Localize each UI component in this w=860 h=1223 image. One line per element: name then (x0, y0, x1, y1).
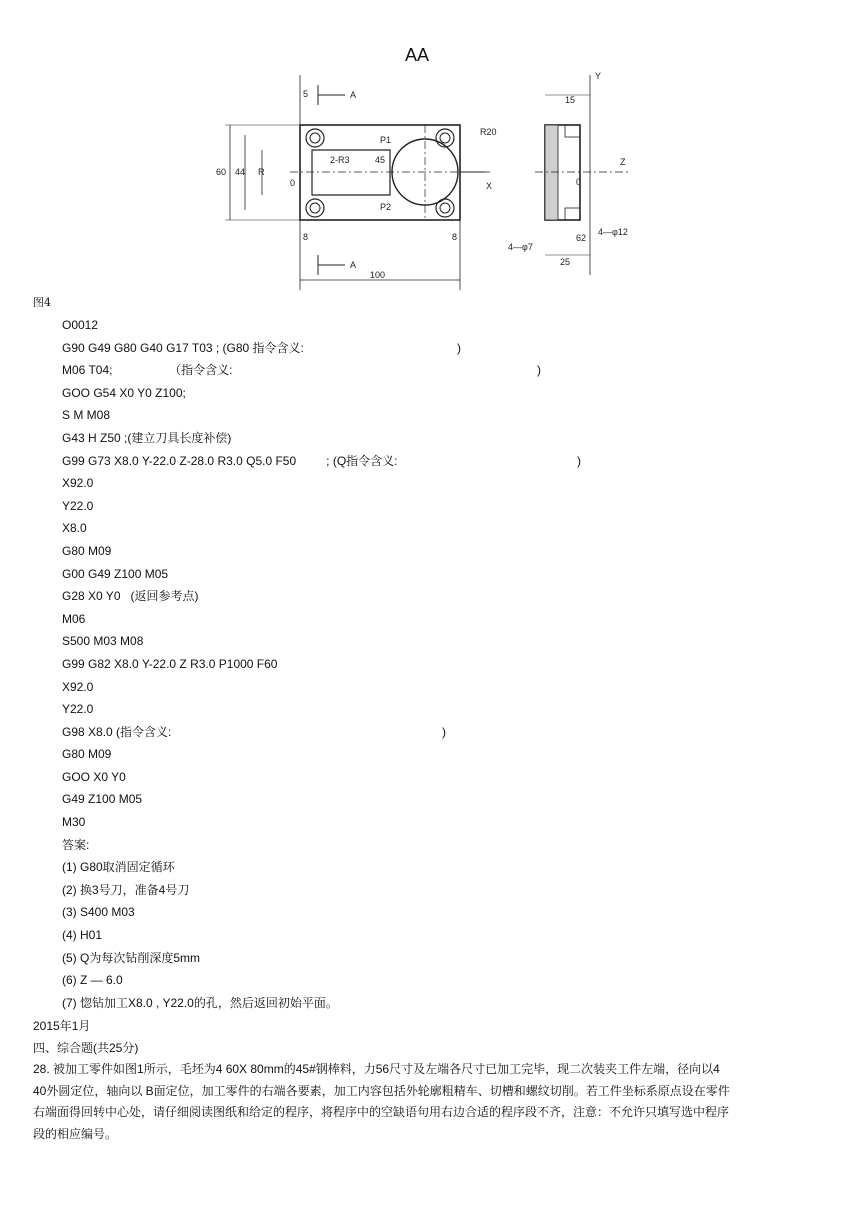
program-line-text: M06 T04; （指令含义: (62, 363, 233, 378)
phi7-label: 4—φ7 (508, 242, 533, 252)
program-line-text: (2) 换3号刀，准备4号刀 (62, 882, 190, 897)
program-line (62, 924, 822, 947)
program-line (62, 563, 822, 586)
r20-label: R20 (480, 127, 497, 137)
program-line-text: G90 G49 G80 G40 G17 T03 ; (G80 指令含义: (62, 340, 304, 355)
dim-60-label: 60 (216, 167, 227, 177)
program-line (62, 788, 822, 811)
program-line-text: Y22.0 (62, 498, 94, 513)
program-line (62, 495, 822, 518)
section-a-top-label: A (350, 90, 357, 100)
program-line (62, 992, 822, 1015)
program-line-text: G80 M09 (62, 747, 112, 762)
program-line (62, 969, 822, 992)
program-line-text: G98 X8.0 (指令含义: (62, 724, 172, 739)
program-line-text: (3) S400 M03 (62, 905, 135, 920)
program-line-text: (6) Z — 6.0 (62, 973, 123, 988)
program-line (62, 337, 822, 360)
program-line-text: 答案: (62, 837, 90, 852)
program-line-text: (1) G80取消固定循环 (62, 860, 175, 875)
program-line-text: X92.0 (62, 476, 94, 491)
program-line (62, 585, 822, 608)
program-line-text: O0012 (62, 318, 99, 332)
program-line (62, 359, 822, 382)
dim-100-label: 100 (370, 270, 386, 280)
program-line (62, 540, 822, 563)
figure-caption: 图4 (33, 296, 51, 309)
x-axis-label: X (486, 181, 493, 191)
program-line (62, 766, 822, 789)
program-listing (62, 314, 822, 1014)
footer-section (33, 1016, 733, 1145)
program-line-text: G43 H Z50 ;(建立刀具长度补偿) (62, 430, 232, 445)
program-line-close-paren: ) (442, 724, 446, 739)
dim-25-label: 25 (560, 257, 571, 267)
program-line-text: (7) 惚钻加工X8.0 , Y22.0的孔，然后返回初始平面。 (62, 995, 338, 1010)
program-line (62, 517, 822, 540)
program-line-close-paren: ) (577, 453, 581, 468)
program-line (62, 698, 822, 721)
section-heading: 四、综合题(共25分) (33, 1040, 139, 1055)
program-line-text: M06 (62, 611, 86, 626)
question-28: 28. 被加工零件如图1所示，毛坯为4 60X 80mm的45#钢棒料，力56尺寸及左端各尺寸已加工完毕，现二次装夹工件左端，径向以4 40外圆定位，轴向以 B面定位，加工零件的右端各要素，加工内容包括外轮廓粗精车、切槽和螺纹切削。若工件坐标系原点设在零件右端面得回转中心处，请仔细阅读图纸和给定的程序，将程序中的空缺语句用右边合适的程序段不齐，注意：不允许只填写选中程序段的相应编号。 (33, 1062, 730, 1141)
program-line-close-paren: ) (457, 340, 461, 355)
program-line (62, 856, 822, 879)
program-line-text: G49 Z100 M05 (62, 792, 143, 807)
program-line-text: GOO X0 Y0 (62, 769, 126, 784)
program-line (62, 608, 822, 631)
y-axis-label: Y (595, 71, 602, 81)
program-line-text: G99 G73 X8.0 Y-22.0 Z-28.0 R3.0 Q5.0 F50 ; (Q指令含义: (62, 453, 398, 468)
program-line (62, 879, 822, 902)
dim-r-label: R (258, 167, 265, 177)
origin-front-label: 0 (290, 178, 296, 188)
program-line (62, 450, 822, 473)
program-line (62, 472, 822, 495)
angle-45-label: 45 (375, 155, 386, 165)
program-line-close-paren: ) (537, 363, 541, 378)
program-line (62, 947, 822, 970)
program-line-text: G80 M09 (62, 543, 112, 558)
dim-62-label: 62 (576, 233, 587, 243)
two-r3-label: 2-R3 (330, 155, 350, 165)
engineering-drawing (200, 65, 660, 300)
program-line-text: Y22.0 (62, 702, 94, 717)
figure-title: AA (405, 45, 430, 65)
program-line (62, 743, 822, 766)
dim-8-left-label: 8 (303, 232, 309, 242)
dim-5-label: 5 (303, 89, 309, 99)
section-a-bottom-label: A (350, 260, 357, 270)
program-line-text: (5) Q为每次钻削深度5mm (62, 950, 201, 965)
program-line-text: G99 G82 X8.0 Y-22.0 Z R3.0 P1000 F60 (62, 656, 278, 671)
program-line (62, 314, 822, 337)
p2-label: P2 (380, 202, 392, 212)
program-line-text: (4) H01 (62, 928, 103, 943)
program-line (62, 811, 822, 834)
program-line-text: X8.0 (62, 521, 87, 536)
dim-15-label: 15 (565, 95, 576, 105)
program-line (62, 721, 822, 744)
program-line (62, 834, 822, 857)
phi12-label: 4—φ12 (598, 227, 628, 237)
dim-8-right-label: 8 (452, 232, 458, 242)
p1-label: P1 (380, 135, 392, 145)
program-line-text: X92.0 (62, 679, 94, 694)
origin-side-label: 0 (576, 177, 582, 187)
program-line-text: M30 (62, 815, 86, 830)
program-line (62, 630, 822, 653)
program-line-text: GOO G54 X0 Y0 Z100; (62, 385, 186, 400)
program-line-text: S M M08 (62, 408, 111, 423)
program-line-text: G00 G49 Z100 M05 (62, 566, 169, 581)
program-line (62, 427, 822, 450)
program-line (62, 404, 822, 427)
footer-date: 2015年1月 (33, 1019, 91, 1033)
z-axis-label: Z (620, 157, 626, 167)
program-line (62, 676, 822, 699)
program-line-text: G28 X0 Y0 (返回参考点) (62, 589, 199, 604)
program-line (62, 382, 822, 405)
dim-44-label: 44 (235, 167, 246, 177)
program-line (62, 901, 822, 924)
program-line-text: S500 M03 M08 (62, 634, 144, 649)
program-line (62, 653, 822, 676)
